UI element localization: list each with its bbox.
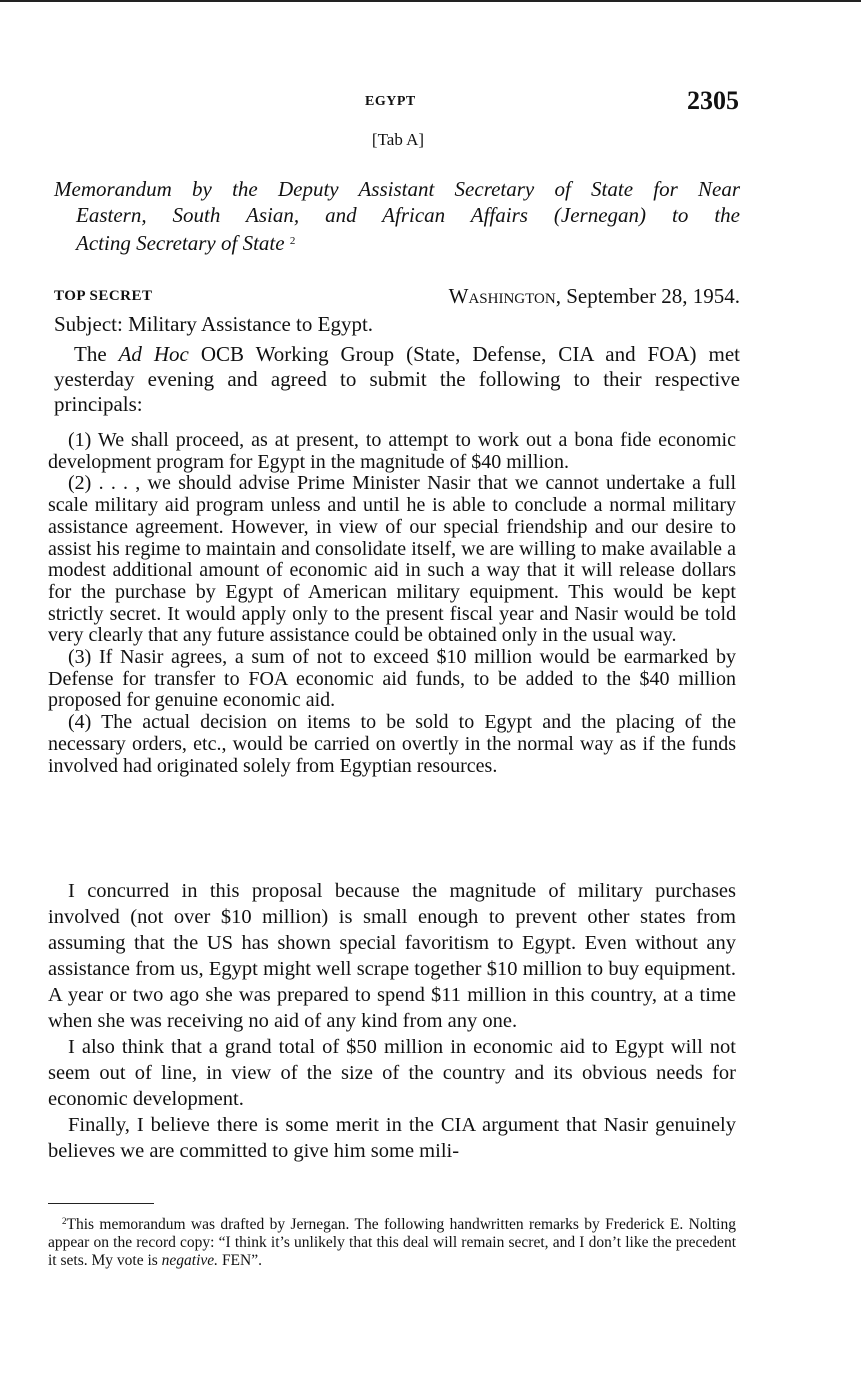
running-head [0,88,861,118]
subject-line: Subject: Military Assistance to Egypt. [54,312,374,336]
heading-line [54,228,740,256]
point-item: (4) The actual decision on items to be sold to Egypt and the placing of the necessary orders, etc., would be carried on overtly in the normal way as if the funds involved had originated solely from Egyptian resources. [48,711,736,777]
intro-paragraph [54,342,740,417]
footnote-divider [48,1203,154,1204]
classification-row [54,284,740,310]
body-text [48,878,736,1164]
point-item: (2) . . . , we should advise Prime Minister Nasir that we cannot undertake a full scale military aid program unless and until he is able to conclude a normal military assistance agreement. However, in view of our special friendship and our desire to assist his regime to maintain and consolidate itself, we are willing to make available a modest additional amount of economic aid in such a way that it will release dollars for the purchase by Egypt of American military equipment. This would be kept strictly secret. It would apply only to the present fiscal year and Nasir would be told very clearly that any future assistance could be obtained only in the usual way. [48,472,736,647]
footnote-text-start: This memorandum was drafted by Jernegan. The following handwritten remarks by Frederick E. Nolting appear on the record copy: “I think it’s unlikely that this deal will remain secret, and I don’t like the precedent it sets. My vote is [48,1216,736,1270]
page-number: 2305 [687,86,739,115]
body-paragraph: Finally, I believe there is some merit in the CIA argument that Nasir genuinely believes we are committed to give him some mili- [48,1114,736,1162]
dateline-place: Washington [448,284,556,308]
footnote-italic: negative. [161,1252,219,1270]
intro-italic: Ad Hoc [118,342,189,366]
memo-heading [54,176,740,256]
intro-text-end: OCB Working Group (State, Defense, CIA and FOA) met yesterday evening and agreed to submit the following to their respective principals: [54,342,740,416]
body-paragraph: I concurred in this proposal because the magnitude of military purchases involved (not over $10 million) is small enough to prevent other states from assuming that the US has shown special favoritism to Egypt. Even without any assistance from us, Egypt might well scrape together $10 million to buy equipment. A year or two ago she was prepared to spend $11 million in this country, at a time when she was receiving no aid of any kind from any one. [48,880,736,1032]
dateline [449,284,740,309]
point-item: (1) We shall proceed, as at present, to attempt to work out a bona fide economic development program for Egypt in the magnitude of $40 million. [48,429,736,473]
page-top-border [0,0,861,2]
tab-label: [Tab A] [371,130,425,149]
points-list [48,430,736,777]
intro-text-start: The [74,342,119,366]
footnote [48,1212,736,1271]
classification-label: TOP SECRET [54,288,153,304]
heading-line-text: Acting Secretary of State [76,231,285,255]
footnote-text-end: FEN”. [218,1252,262,1270]
footnote-reference: 2 [289,235,296,247]
dateline-date: , September 28, 1954. [555,284,740,308]
heading-line: Memorandum by the Deputy Assistant Secretary of State for Near [54,177,740,201]
point-item: (3) If Nasir agrees, a sum of not to exceed $10 million would be earmarked by Defense for transfer to FOA economic aid funds, to be added to the $40 million proposed for genuine economic aid. [48,646,736,712]
running-title: EGYPT [365,94,416,109]
body-paragraph: I also think that a grand total of $50 million in economic aid to Egypt will not seem out of line, in view of the size of the country and its obvious needs for economic development. [48,1036,736,1110]
footnote-marker: 2 [62,1216,67,1226]
heading-line: Eastern, South Asian, and African Affairs (Jernegan) to the [76,203,740,227]
